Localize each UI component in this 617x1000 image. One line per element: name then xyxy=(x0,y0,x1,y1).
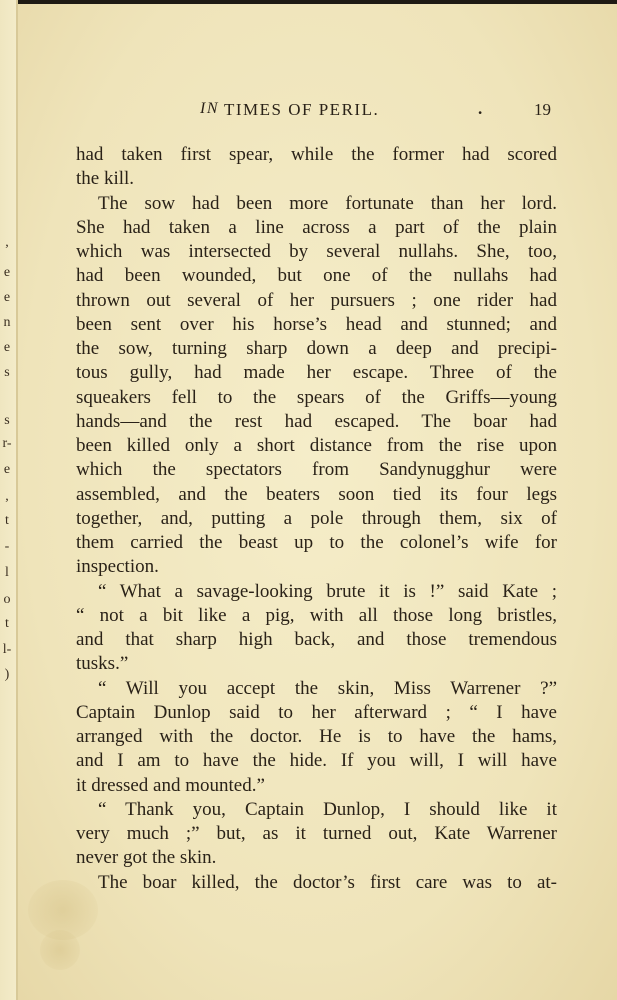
margin-fragment: s xyxy=(4,365,10,380)
text-line: tous gully, had made her escape. Three of the xyxy=(76,362,557,384)
text-line: and I am to have the hide. If you will, I will have xyxy=(76,750,557,772)
text-line: been killed only a short distance from the rise upon xyxy=(76,435,557,456)
spine-fold xyxy=(16,0,18,1000)
body-text xyxy=(76,143,557,895)
text-line: squeakers fell to the spears of the Griffs—young xyxy=(76,386,557,408)
margin-fragment: o xyxy=(3,592,11,607)
margin-fragment: , xyxy=(5,235,9,250)
margin-fragment: t xyxy=(5,513,9,528)
text-line: “ not a bit like a pig, with all those long bristles, xyxy=(76,604,557,626)
text-line: the kill. xyxy=(76,168,135,190)
margin-fragment: t xyxy=(5,616,9,631)
text-line: it dressed and mounted.” xyxy=(76,774,265,796)
text-line: the sow, turning sharp down a deep and precipi- xyxy=(76,338,557,359)
running-head-separator: . xyxy=(478,99,484,118)
margin-fragment: - xyxy=(4,539,10,554)
text-line: arranged with the doctor. He is to have the hams, xyxy=(76,726,557,747)
text-line: and that sharp high back, and those tremendous xyxy=(76,629,557,650)
text-line: been sent over his horse’s head and stunned; and xyxy=(76,313,557,335)
page-number: 19 xyxy=(534,100,551,119)
margin-fragment: n xyxy=(3,315,11,330)
text-line: “ What a savage-looking brute it is !” said Kate ; xyxy=(98,580,557,602)
text-line: The boar killed, the doctor’s first care was to at- xyxy=(98,871,557,893)
running-head xyxy=(200,100,560,124)
text-line: which was intersected by several nullahs. She, too, xyxy=(76,241,557,262)
text-line: thrown out several of her pursuers ; one rider had xyxy=(76,289,557,311)
margin-fragment: e xyxy=(3,462,11,477)
text-line: The sow had been more fortunate than her lord. xyxy=(98,192,557,214)
margin-fragment: l- xyxy=(2,642,12,657)
text-line: had been wounded, but one of the nullahs had xyxy=(76,265,557,287)
margin-fragment: s xyxy=(4,413,10,428)
text-line: very much ;” but, as it turned out, Kate Warrener xyxy=(76,823,557,844)
margin-fragment: e xyxy=(3,340,11,355)
text-line: Captain Dunlop said to her afterward ; “ I have xyxy=(76,701,557,723)
text-line: tusks.” xyxy=(76,653,129,675)
text-line: which the spectators from Sandynugghur were xyxy=(76,459,557,481)
running-head-title: TIMES OF PERIL. xyxy=(224,100,380,119)
margin-fragment: ) xyxy=(4,667,10,682)
margin-fragment: l xyxy=(5,565,9,580)
text-line: never got the skin. xyxy=(76,847,217,869)
margin-fragment: r- xyxy=(2,436,12,451)
margin-fragment: e xyxy=(3,265,11,280)
text-line: “ Thank you, Captain Dunlop, I should like it xyxy=(98,798,557,820)
foxing-stain xyxy=(40,930,80,970)
text-line: She had taken a line across a part of the plain xyxy=(76,216,557,238)
text-line: hands—and the rest had escaped. The boar had xyxy=(76,410,557,432)
page-top-edge xyxy=(18,0,617,4)
text-line: “ Will you accept the skin, Miss Warrener ?” xyxy=(98,677,557,699)
text-line: had taken first spear, while the former had scored xyxy=(76,144,557,165)
margin-fragment: e xyxy=(3,290,11,305)
text-line: them carried the beast up to the colonel’s wife for xyxy=(76,532,557,553)
running-head-ornament: IN xyxy=(200,100,219,117)
text-line: together, and, putting a pole through them, six of xyxy=(76,507,557,529)
margin-fragment: , xyxy=(5,489,9,504)
text-line: inspection. xyxy=(76,556,159,578)
text-line: assembled, and the beaters soon tied its four legs xyxy=(76,483,557,505)
